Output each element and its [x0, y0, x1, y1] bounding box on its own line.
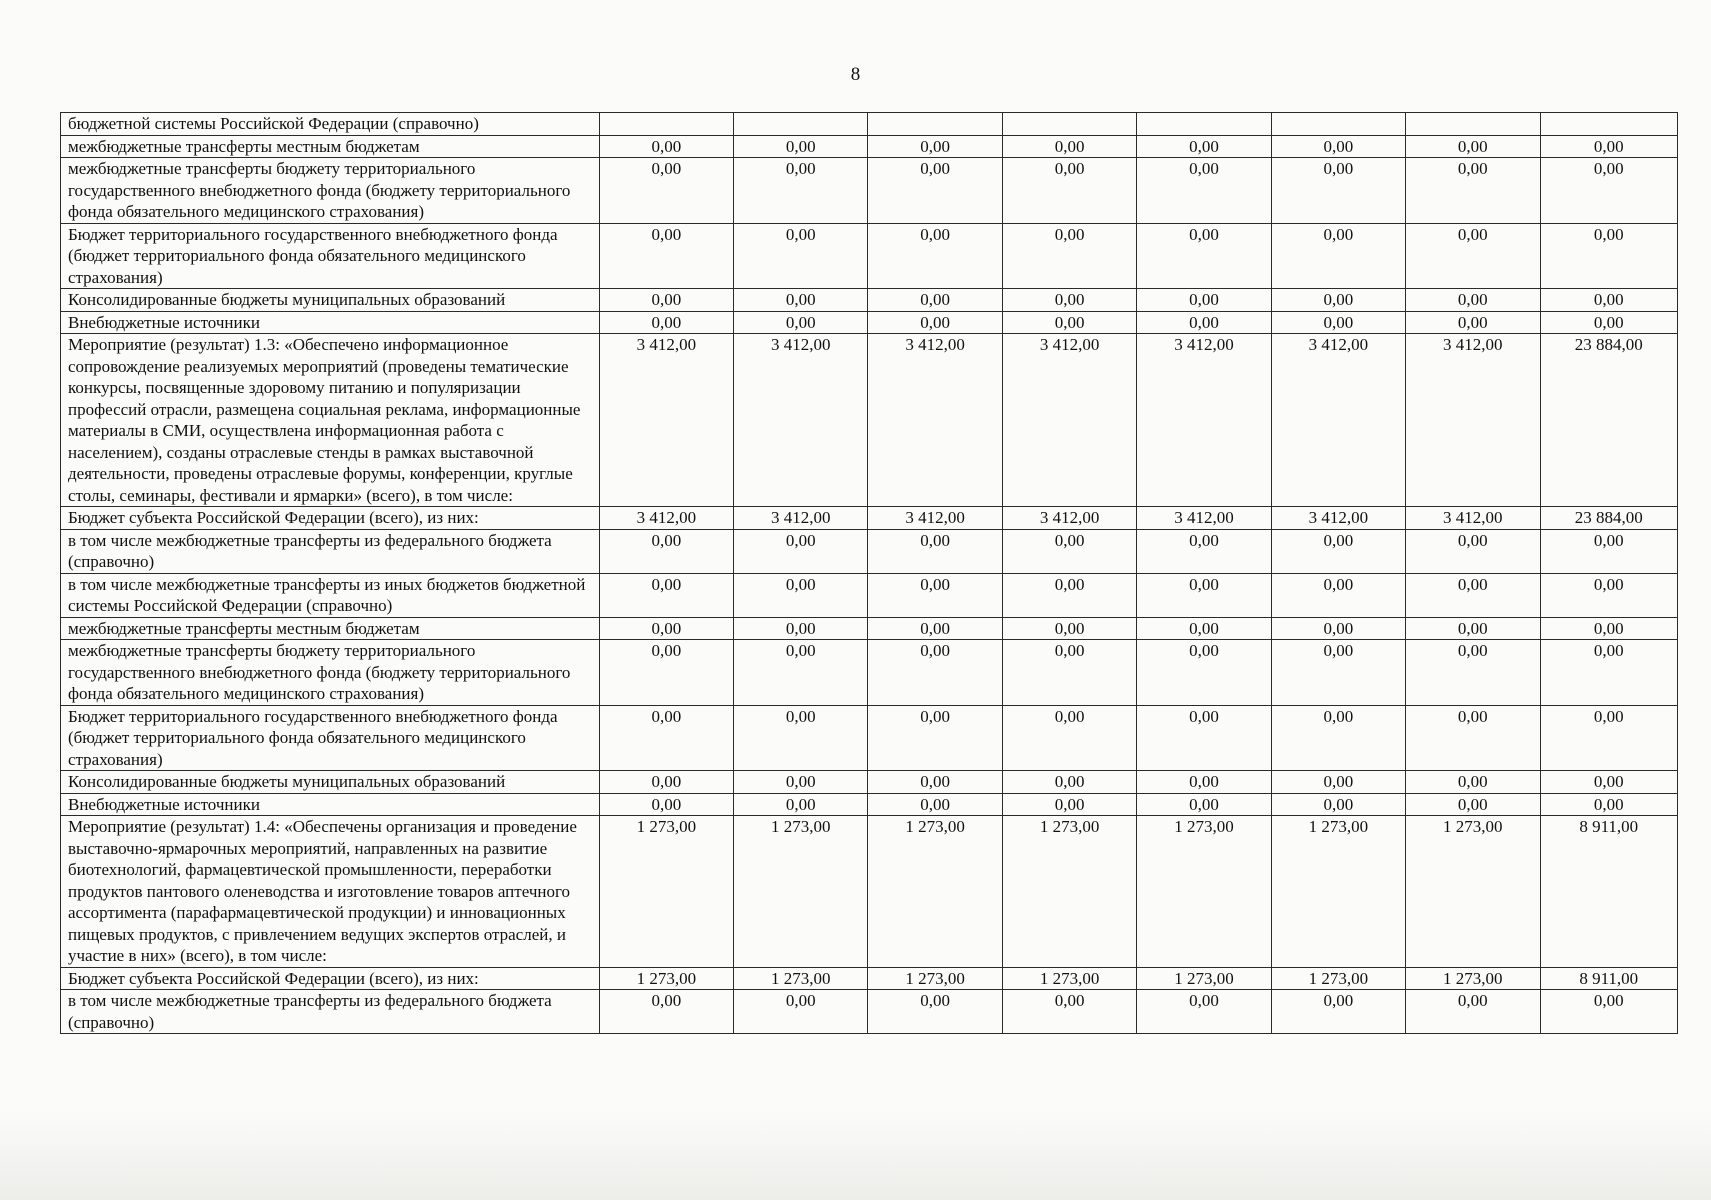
- value-cell: 0,00: [1137, 311, 1271, 334]
- value-cell: 0,00: [1540, 990, 1678, 1034]
- value-cell: 1 273,00: [734, 816, 868, 968]
- value-cell: 1 273,00: [599, 816, 733, 968]
- row-label: Бюджет субъекта Российской Федерации (всего), из них:: [61, 967, 600, 990]
- value-cell: 0,00: [1540, 311, 1678, 334]
- value-cell: 0,00: [1271, 529, 1405, 573]
- value-cell: 0,00: [734, 135, 868, 158]
- table-row: [61, 135, 1678, 158]
- value-cell: 0,00: [868, 793, 1002, 816]
- table-row: [61, 158, 1678, 224]
- value-cell: 0,00: [1271, 158, 1405, 224]
- value-cell: 0,00: [599, 705, 733, 771]
- table-row: [61, 967, 1678, 990]
- value-cell: 0,00: [1540, 617, 1678, 640]
- table-row: [61, 617, 1678, 640]
- value-cell: 0,00: [1540, 705, 1678, 771]
- table-row: [61, 113, 1678, 136]
- value-cell: 0,00: [1137, 223, 1271, 289]
- value-cell: 0,00: [599, 158, 733, 224]
- value-cell: 0,00: [734, 705, 868, 771]
- value-cell: 0,00: [1406, 573, 1540, 617]
- value-cell: 0,00: [1406, 793, 1540, 816]
- page-number: 8: [850, 64, 861, 85]
- budget-table-body: [61, 113, 1678, 1034]
- value-cell: 0,00: [1002, 771, 1136, 794]
- value-cell: 0,00: [1137, 135, 1271, 158]
- value-cell: 0,00: [1002, 573, 1136, 617]
- value-cell: 3 412,00: [734, 334, 868, 507]
- table-row: [61, 507, 1678, 530]
- value-cell: 0,00: [1137, 158, 1271, 224]
- table-row: [61, 529, 1678, 573]
- value-cell: 0,00: [1540, 135, 1678, 158]
- row-label: Мероприятие (результат) 1.4: «Обеспечены организация и проведение выставочно-ярмарочных мероприятий, направленных на развитие биотехнологий, фармацевтической промышленности, переработки продуктов пантового оленеводства и изготовление товаров аптечного ассортимента (парафармацевтической продукции) и инновационных пищевых продуктов, с привлечением ведущих экспертов отраслей, и участие в них» (всего), в том числе:: [61, 816, 600, 968]
- value-cell: 0,00: [1002, 311, 1136, 334]
- value-cell: 0,00: [868, 573, 1002, 617]
- value-cell: 3 412,00: [868, 507, 1002, 530]
- value-cell: 0,00: [868, 135, 1002, 158]
- value-cell: 0,00: [599, 529, 733, 573]
- value-cell: 0,00: [1406, 529, 1540, 573]
- value-cell: 23 884,00: [1540, 507, 1678, 530]
- value-cell: 1 273,00: [868, 816, 1002, 968]
- value-cell: 3 412,00: [868, 334, 1002, 507]
- value-cell: 0,00: [1002, 289, 1136, 312]
- scan-noise: [0, 1110, 1711, 1200]
- value-cell: 0,00: [1406, 617, 1540, 640]
- row-label: Бюджет территориального государственного внебюджетного фонда (бюджет территориального фонда обязательного медицинского страхования): [61, 223, 600, 289]
- value-cell: 0,00: [1271, 640, 1405, 706]
- value-cell: 1 273,00: [1002, 816, 1136, 968]
- value-cell: [1137, 113, 1271, 136]
- value-cell: 0,00: [868, 990, 1002, 1034]
- value-cell: 1 273,00: [1002, 967, 1136, 990]
- value-cell: 0,00: [1137, 793, 1271, 816]
- value-cell: 0,00: [1540, 640, 1678, 706]
- value-cell: [1002, 113, 1136, 136]
- value-cell: 3 412,00: [1271, 507, 1405, 530]
- value-cell: 0,00: [1137, 771, 1271, 794]
- value-cell: 1 273,00: [868, 967, 1002, 990]
- value-cell: 0,00: [1406, 771, 1540, 794]
- value-cell: 3 412,00: [734, 507, 868, 530]
- value-cell: 0,00: [1002, 617, 1136, 640]
- value-cell: 1 273,00: [1406, 967, 1540, 990]
- value-cell: 3 412,00: [1271, 334, 1405, 507]
- row-label: в том числе межбюджетные трансферты из федерального бюджета (справочно): [61, 990, 600, 1034]
- value-cell: 0,00: [868, 223, 1002, 289]
- value-cell: 0,00: [868, 617, 1002, 640]
- value-cell: 3 412,00: [1406, 507, 1540, 530]
- value-cell: 0,00: [1540, 771, 1678, 794]
- value-cell: 0,00: [599, 135, 733, 158]
- table-row: [61, 311, 1678, 334]
- value-cell: 0,00: [868, 311, 1002, 334]
- value-cell: 0,00: [1406, 289, 1540, 312]
- value-cell: 0,00: [734, 158, 868, 224]
- value-cell: 0,00: [1002, 158, 1136, 224]
- budget-table: [60, 112, 1678, 1034]
- table-row: [61, 289, 1678, 312]
- value-cell: 3 412,00: [599, 507, 733, 530]
- value-cell: 0,00: [1002, 793, 1136, 816]
- value-cell: 0,00: [599, 311, 733, 334]
- value-cell: 0,00: [1271, 135, 1405, 158]
- value-cell: 8 911,00: [1540, 967, 1678, 990]
- table-row: [61, 793, 1678, 816]
- value-cell: 0,00: [1137, 990, 1271, 1034]
- value-cell: 0,00: [1540, 793, 1678, 816]
- table-row: [61, 990, 1678, 1034]
- value-cell: 0,00: [868, 289, 1002, 312]
- value-cell: 0,00: [1137, 705, 1271, 771]
- value-cell: 0,00: [734, 617, 868, 640]
- value-cell: 0,00: [1002, 990, 1136, 1034]
- value-cell: 0,00: [1002, 705, 1136, 771]
- value-cell: 0,00: [599, 771, 733, 794]
- value-cell: 0,00: [734, 289, 868, 312]
- value-cell: 0,00: [1137, 573, 1271, 617]
- row-label: в том числе межбюджетные трансферты из федерального бюджета (справочно): [61, 529, 600, 573]
- table-row: [61, 334, 1678, 507]
- value-cell: 0,00: [599, 617, 733, 640]
- value-cell: 0,00: [1271, 573, 1405, 617]
- value-cell: 0,00: [599, 640, 733, 706]
- value-cell: 0,00: [599, 289, 733, 312]
- row-label: межбюджетные трансферты бюджету территориального государственного внебюджетного фонда (бюджету территориального фонда обязательного медицинского страхования): [61, 158, 600, 224]
- table-row: [61, 640, 1678, 706]
- value-cell: 0,00: [1271, 793, 1405, 816]
- row-label: Консолидированные бюджеты муниципальных образований: [61, 771, 600, 794]
- value-cell: 1 273,00: [1271, 967, 1405, 990]
- value-cell: 3 412,00: [1406, 334, 1540, 507]
- value-cell: 0,00: [1540, 158, 1678, 224]
- value-cell: 0,00: [1406, 705, 1540, 771]
- row-label: бюджетной системы Российской Федерации (справочно): [61, 113, 600, 136]
- row-label: межбюджетные трансферты бюджету территориального государственного внебюджетного фонда (бюджету территориального фонда обязательного медицинского страхования): [61, 640, 600, 706]
- value-cell: 3 412,00: [1002, 507, 1136, 530]
- value-cell: 0,00: [1406, 311, 1540, 334]
- value-cell: 8 911,00: [1540, 816, 1678, 968]
- value-cell: 0,00: [1002, 640, 1136, 706]
- row-label: межбюджетные трансферты местным бюджетам: [61, 135, 600, 158]
- value-cell: 0,00: [734, 640, 868, 706]
- value-cell: 0,00: [734, 529, 868, 573]
- value-cell: 3 412,00: [1002, 334, 1136, 507]
- value-cell: [1540, 113, 1678, 136]
- value-cell: 3 412,00: [599, 334, 733, 507]
- row-label: Внебюджетные источники: [61, 793, 600, 816]
- value-cell: 0,00: [1137, 640, 1271, 706]
- value-cell: 1 273,00: [1137, 967, 1271, 990]
- value-cell: 0,00: [1002, 223, 1136, 289]
- value-cell: 0,00: [599, 793, 733, 816]
- value-cell: 1 273,00: [599, 967, 733, 990]
- value-cell: 0,00: [1406, 158, 1540, 224]
- value-cell: 1 273,00: [734, 967, 868, 990]
- value-cell: [1271, 113, 1405, 136]
- value-cell: 0,00: [1271, 705, 1405, 771]
- value-cell: 0,00: [1002, 529, 1136, 573]
- row-label: Мероприятие (результат) 1.3: «Обеспечено информационное сопровождение реализуемых мероприятий (проведены тематические конкурсы, посвященные здоровому питанию и популяризации профессий отрасли, размещена социальная реклама, информационные материалы в СМИ, осуществлена информационная работа с населением), созданы отраслевые стенды в рамках выставочной деятельности, проведены отраслевые форумы, конференции, круглые столы, семинары, фестивали и ярмарки» (всего), в том числе:: [61, 334, 600, 507]
- value-cell: 0,00: [734, 573, 868, 617]
- value-cell: 0,00: [734, 771, 868, 794]
- value-cell: [868, 113, 1002, 136]
- row-label: Внебюджетные источники: [61, 311, 600, 334]
- row-label: межбюджетные трансферты местным бюджетам: [61, 617, 600, 640]
- value-cell: 0,00: [734, 793, 868, 816]
- value-cell: 0,00: [1137, 289, 1271, 312]
- value-cell: 0,00: [1540, 573, 1678, 617]
- table-row: [61, 771, 1678, 794]
- value-cell: 0,00: [1540, 529, 1678, 573]
- value-cell: 0,00: [734, 223, 868, 289]
- value-cell: 0,00: [868, 640, 1002, 706]
- table-row: [61, 705, 1678, 771]
- row-label: Бюджет субъекта Российской Федерации (всего), из них:: [61, 507, 600, 530]
- value-cell: 0,00: [1271, 289, 1405, 312]
- value-cell: 0,00: [1406, 135, 1540, 158]
- value-cell: 0,00: [1406, 640, 1540, 706]
- value-cell: 1 273,00: [1271, 816, 1405, 968]
- value-cell: 1 273,00: [1137, 816, 1271, 968]
- value-cell: 0,00: [599, 223, 733, 289]
- value-cell: 0,00: [868, 705, 1002, 771]
- row-label: Консолидированные бюджеты муниципальных образований: [61, 289, 600, 312]
- value-cell: 0,00: [1406, 223, 1540, 289]
- value-cell: 0,00: [868, 158, 1002, 224]
- value-cell: 3 412,00: [1137, 334, 1271, 507]
- value-cell: [1406, 113, 1540, 136]
- value-cell: 1 273,00: [1406, 816, 1540, 968]
- value-cell: 0,00: [599, 990, 733, 1034]
- row-label: в том числе межбюджетные трансферты из иных бюджетов бюджетной системы Российской Федерации (справочно): [61, 573, 600, 617]
- value-cell: 0,00: [1271, 990, 1405, 1034]
- value-cell: 23 884,00: [1540, 334, 1678, 507]
- value-cell: 0,00: [1137, 529, 1271, 573]
- row-label: Бюджет территориального государственного внебюджетного фонда (бюджет территориального фонда обязательного медицинского страхования): [61, 705, 600, 771]
- value-cell: 0,00: [1540, 223, 1678, 289]
- table-row: [61, 573, 1678, 617]
- value-cell: 0,00: [734, 311, 868, 334]
- value-cell: 0,00: [868, 529, 1002, 573]
- value-cell: [599, 113, 733, 136]
- value-cell: 0,00: [1002, 135, 1136, 158]
- value-cell: 0,00: [868, 771, 1002, 794]
- value-cell: 0,00: [1540, 289, 1678, 312]
- table-row: [61, 816, 1678, 968]
- value-cell: 0,00: [599, 573, 733, 617]
- value-cell: 0,00: [1271, 223, 1405, 289]
- value-cell: 3 412,00: [1137, 507, 1271, 530]
- value-cell: 0,00: [1271, 311, 1405, 334]
- value-cell: 0,00: [1271, 617, 1405, 640]
- value-cell: 0,00: [1137, 617, 1271, 640]
- value-cell: 0,00: [1406, 990, 1540, 1034]
- table-row: [61, 223, 1678, 289]
- value-cell: [734, 113, 868, 136]
- value-cell: 0,00: [1271, 771, 1405, 794]
- value-cell: 0,00: [734, 990, 868, 1034]
